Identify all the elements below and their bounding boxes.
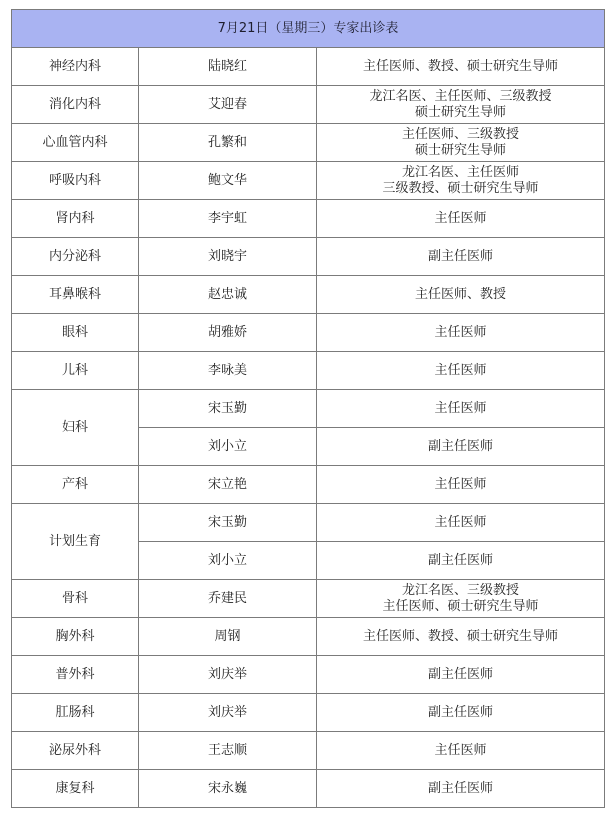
doctor-title-line: 主任医师: [434, 324, 487, 340]
table-row: [12, 238, 605, 276]
doctor-title-cell: [317, 390, 605, 428]
doctor-title-line: 主任医师: [434, 400, 487, 416]
doctor-title-line: 硕士研究生导师: [415, 142, 507, 158]
doctor-title-cell: [317, 618, 605, 656]
doctor-title-cell: [317, 124, 605, 162]
doctor-title-line: 主任医师、教授: [415, 286, 507, 302]
doctor-title-line: 主任医师: [434, 362, 487, 378]
doctor-title-cell: [317, 352, 605, 390]
doctor-title-line: 主任医师: [434, 210, 487, 226]
table-row: [12, 86, 605, 124]
doctor-name-cell: 刘庆举: [139, 694, 317, 732]
department-cell: 妇科: [12, 390, 139, 466]
table-row: [12, 656, 605, 694]
table-row: [12, 618, 605, 656]
table-row: [12, 352, 605, 390]
table-row: [12, 390, 605, 428]
doctor-name-cell: 孔繁和: [139, 124, 317, 162]
doctor-title-line: 主任医师: [434, 514, 487, 530]
department-cell: 肾内科: [12, 200, 139, 238]
department-cell: 产科: [12, 466, 139, 504]
doctor-name-cell: 宋玉勤: [139, 504, 317, 542]
doctor-name-cell: 刘小立: [139, 542, 317, 580]
department-cell: 消化内科: [12, 86, 139, 124]
doctor-title-line: 主任医师、教授、硕士研究生导师: [363, 628, 559, 644]
doctor-title-line: 龙江名医、三级教授: [402, 582, 520, 598]
doctor-title-line: 龙江名医、主任医师、三级教授: [369, 88, 552, 104]
doctor-title-cell: [317, 656, 605, 694]
doctor-title-cell: [317, 466, 605, 504]
table-row: [12, 124, 605, 162]
department-cell: 耳鼻喉科: [12, 276, 139, 314]
department-cell: 肛肠科: [12, 694, 139, 732]
doctor-name-cell: 陆晓红: [139, 48, 317, 86]
table-row: [12, 162, 605, 200]
doctor-title-cell: [317, 428, 605, 466]
doctor-name-cell: 宋玉勤: [139, 390, 317, 428]
department-cell: 眼科: [12, 314, 139, 352]
doctor-title-line: 主任医师: [434, 742, 487, 758]
department-cell: 普外科: [12, 656, 139, 694]
doctor-title-cell: [317, 86, 605, 124]
doctor-name-cell: 周钢: [139, 618, 317, 656]
doctor-title-line: 主任医师、三级教授: [402, 126, 520, 142]
doctor-title-line: 主任医师、硕士研究生导师: [382, 598, 539, 614]
schedule-table: [11, 9, 605, 808]
table-row: [12, 48, 605, 86]
table-row: [12, 466, 605, 504]
doctor-name-cell: 宋永巍: [139, 770, 317, 808]
doctor-name-cell: 王志顺: [139, 732, 317, 770]
department-cell: 胸外科: [12, 618, 139, 656]
doctor-title-line: 主任医师、教授、硕士研究生导师: [363, 58, 559, 74]
doctor-title-cell: [317, 542, 605, 580]
doctor-title-line: 副主任医师: [428, 438, 494, 454]
doctor-title-line: 副主任医师: [428, 780, 494, 796]
doctor-title-cell: [317, 504, 605, 542]
doctor-title-line: 副主任医师: [428, 248, 494, 264]
doctor-name-cell: 乔建民: [139, 580, 317, 618]
doctor-name-cell: 李咏美: [139, 352, 317, 390]
department-cell: 心血管内科: [12, 124, 139, 162]
doctor-name-cell: 鲍文华: [139, 162, 317, 200]
doctor-title-cell: [317, 732, 605, 770]
table-row: [12, 732, 605, 770]
doctor-title-cell: [317, 770, 605, 808]
department-cell: 泌尿外科: [12, 732, 139, 770]
doctor-title-line: 硕士研究生导师: [415, 104, 507, 120]
doctor-title-line: 龙江名医、主任医师: [402, 164, 520, 180]
table-row: [12, 200, 605, 238]
doctor-title-line: 副主任医师: [428, 704, 494, 720]
table-row: [12, 276, 605, 314]
doctor-title-line: 副主任医师: [428, 552, 494, 568]
doctor-title-cell: [317, 580, 605, 618]
doctor-title-cell: [317, 200, 605, 238]
doctor-title-cell: [317, 238, 605, 276]
department-cell: 儿科: [12, 352, 139, 390]
doctor-name-cell: 刘庆举: [139, 656, 317, 694]
department-cell: 神经内科: [12, 48, 139, 86]
doctor-title-line: 主任医师: [434, 476, 487, 492]
doctor-title-cell: [317, 276, 605, 314]
schedule-body: [12, 48, 605, 808]
department-cell: 计划生育: [12, 504, 139, 580]
department-cell: 骨科: [12, 580, 139, 618]
table-title: 7月21日（星期三）专家出诊表: [12, 10, 605, 48]
table-row: [12, 314, 605, 352]
doctor-title-line: 副主任医师: [428, 666, 494, 682]
table-row: [12, 694, 605, 732]
department-cell: 呼吸内科: [12, 162, 139, 200]
doctor-title-line: 三级教授、硕士研究生导师: [382, 180, 539, 196]
doctor-name-cell: 刘晓宇: [139, 238, 317, 276]
doctor-name-cell: 刘小立: [139, 428, 317, 466]
table-row: [12, 504, 605, 542]
doctor-title-cell: [317, 314, 605, 352]
table-row: [12, 770, 605, 808]
doctor-name-cell: 李宇虹: [139, 200, 317, 238]
doctor-name-cell: 胡雅娇: [139, 314, 317, 352]
doctor-title-cell: [317, 162, 605, 200]
department-cell: 康复科: [12, 770, 139, 808]
doctor-name-cell: 艾迎春: [139, 86, 317, 124]
doctor-name-cell: 赵忠诚: [139, 276, 317, 314]
doctor-title-cell: [317, 48, 605, 86]
table-row: [12, 580, 605, 618]
doctor-name-cell: 宋立艳: [139, 466, 317, 504]
department-cell: 内分泌科: [12, 238, 139, 276]
doctor-title-cell: [317, 694, 605, 732]
